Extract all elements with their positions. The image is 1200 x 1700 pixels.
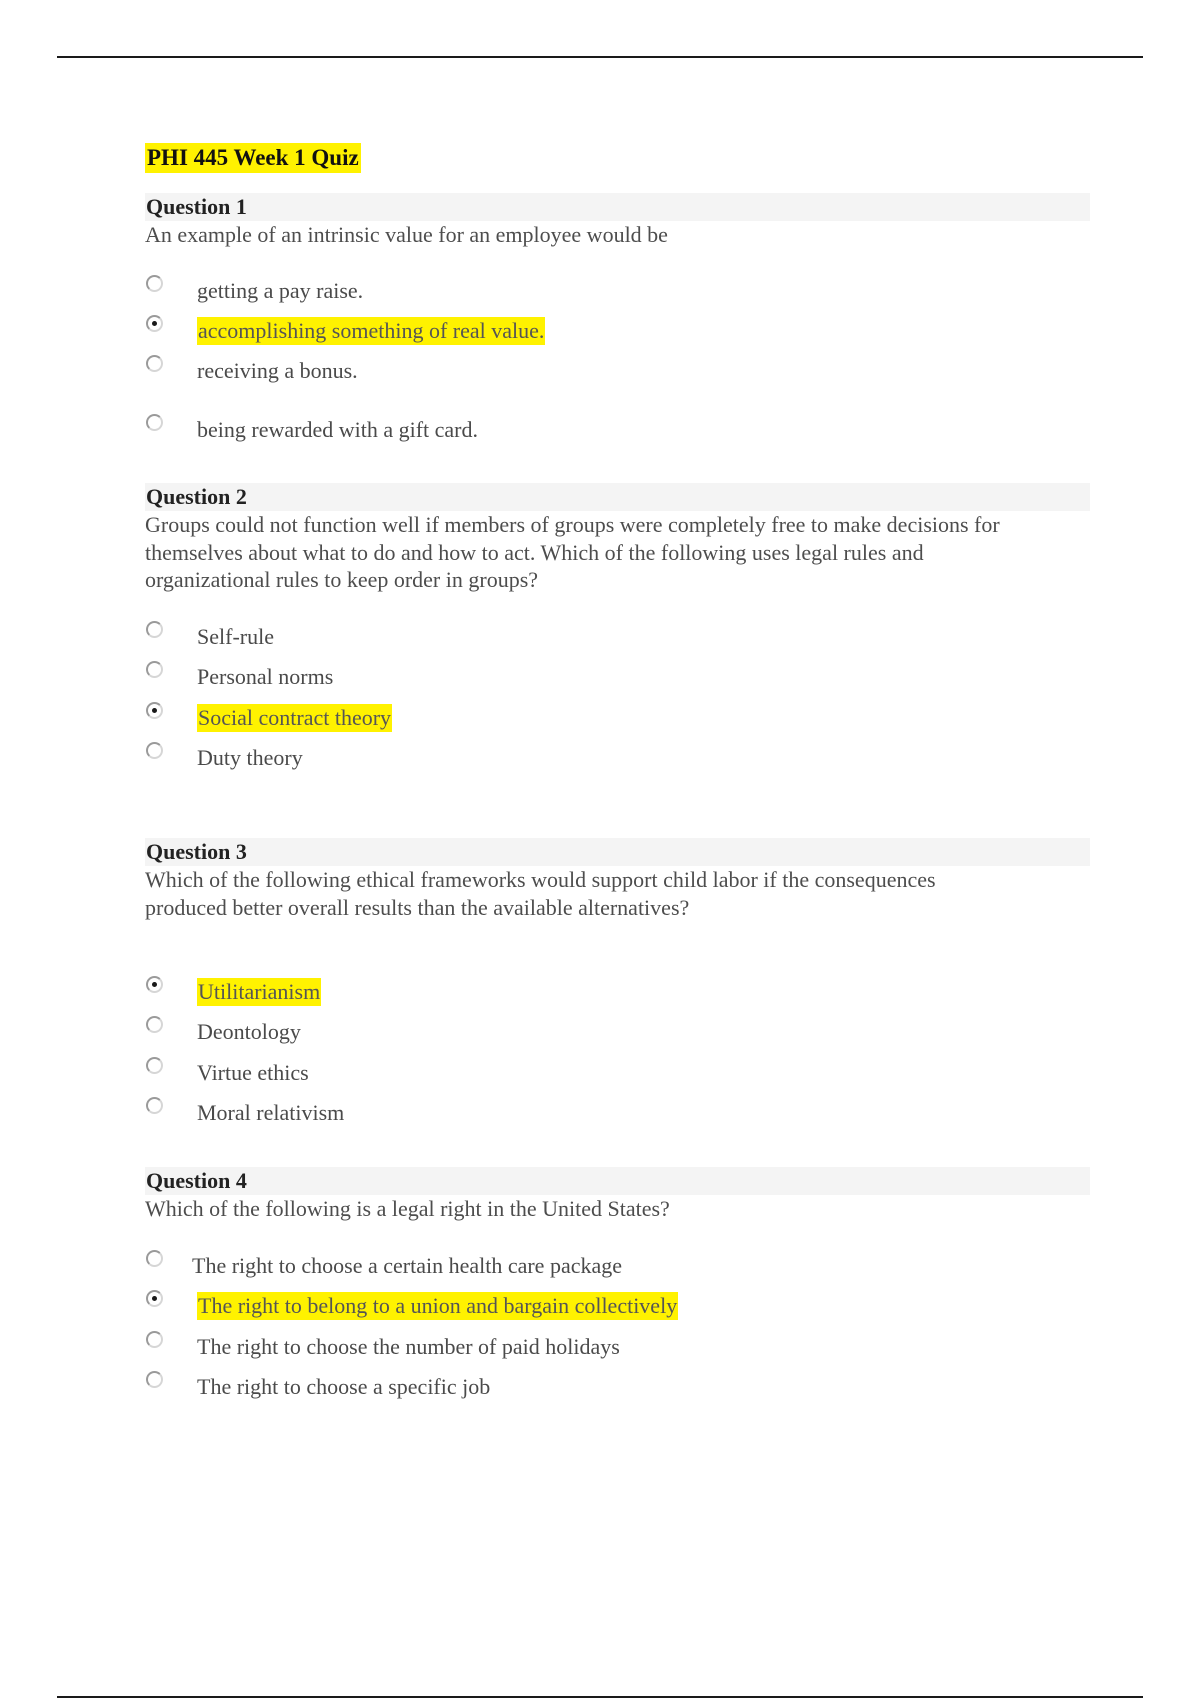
question-2-text-line: themselves about what to do and how to act. Which of the following uses legal rules and (145, 539, 924, 565)
radio-unselected-icon[interactable] (146, 355, 163, 372)
question-3-option-1[interactable] (145, 978, 1090, 1012)
question-3 (145, 838, 1090, 1125)
radio-unselected-icon[interactable] (146, 1371, 163, 1388)
radio-selected-icon[interactable] (146, 315, 163, 332)
question-4 (145, 1167, 1090, 1399)
option-label: getting a pay raise. (197, 278, 364, 303)
option-label: Personal norms (197, 664, 334, 689)
option-label: being rewarded with a gift card. (197, 417, 478, 442)
question-1 (145, 193, 1090, 442)
question-2-text-line: organizational rules to keep order in groups? (145, 567, 539, 592)
question-1-option-4[interactable] (145, 416, 1090, 450)
quiz-title (145, 143, 1090, 173)
question-1-text: An example of an intrinsic value for an employee would be (145, 222, 668, 247)
question-4-text: Which of the following is a legal right in the United States? (145, 1196, 670, 1221)
radio-unselected-icon[interactable] (146, 1057, 163, 1074)
option-label-selected: Social contract theory (198, 705, 392, 730)
option-label: receiving a bonus. (197, 358, 358, 383)
option-label: Self-rule (197, 624, 274, 649)
question-2-option-1[interactable] (145, 623, 1090, 657)
question-4-option-1[interactable] (145, 1252, 1090, 1286)
question-4-header: Question 4 (145, 1167, 1090, 1195)
question-2-option-4[interactable] (145, 744, 1090, 778)
question-2 (145, 483, 1090, 770)
question-2-text (145, 511, 1090, 594)
bottom-rule (57, 1696, 1143, 1698)
radio-unselected-icon[interactable] (146, 1250, 163, 1267)
radio-selected-icon[interactable] (146, 1290, 163, 1307)
option-label: Duty theory (197, 745, 303, 770)
radio-selected-icon[interactable] (146, 976, 163, 993)
question-1-option-1[interactable] (145, 277, 1090, 311)
top-rule (57, 56, 1143, 58)
question-1-option-3[interactable] (145, 357, 1090, 391)
radio-unselected-icon[interactable] (146, 661, 163, 678)
option-label-selected: Utilitarianism (198, 979, 321, 1004)
option-label: Virtue ethics (197, 1060, 309, 1085)
radio-unselected-icon[interactable] (146, 1097, 163, 1114)
option-label: Deontology (197, 1019, 301, 1044)
quiz-document (145, 143, 1090, 1399)
question-4-option-3[interactable] (145, 1333, 1090, 1367)
option-label: Moral relativism (197, 1100, 345, 1125)
question-2-text-line: Groups could not function well if members of groups were completely free to make decisions for (145, 512, 1000, 537)
question-3-text-line: produced better overall results than the available alternatives? (145, 894, 690, 920)
question-3-text (145, 866, 1090, 921)
question-3-text-line: Which of the following ethical frameworks would support child labor if the consequences (145, 867, 936, 892)
question-3-option-3[interactable] (145, 1059, 1090, 1093)
option-label: The right to choose the number of paid holidays (197, 1334, 620, 1359)
radio-unselected-icon[interactable] (146, 275, 163, 292)
question-1-option-2[interactable] (145, 317, 1090, 351)
question-1-header: Question 1 (145, 193, 1090, 221)
radio-unselected-icon[interactable] (146, 1016, 163, 1033)
radio-unselected-icon[interactable] (146, 742, 163, 759)
radio-unselected-icon[interactable] (146, 1331, 163, 1348)
question-4-option-4[interactable] (145, 1373, 1090, 1407)
radio-unselected-icon[interactable] (146, 621, 163, 638)
question-3-option-4[interactable] (145, 1099, 1090, 1133)
option-label: The right to choose a certain health care package (192, 1253, 622, 1278)
option-label-selected: The right to belong to a union and bargain collectively (198, 1293, 678, 1318)
question-4-option-2[interactable] (145, 1292, 1090, 1326)
question-2-option-2[interactable] (145, 663, 1090, 697)
question-3-option-2[interactable] (145, 1018, 1090, 1052)
question-2-header: Question 2 (145, 483, 1090, 511)
quiz-title-text: PHI 445 Week 1 Quiz (145, 143, 361, 173)
question-2-option-3[interactable] (145, 704, 1090, 738)
radio-unselected-icon[interactable] (146, 414, 163, 431)
option-label-selected: accomplishing something of real value. (198, 318, 545, 343)
radio-selected-icon[interactable] (146, 702, 163, 719)
option-label: The right to choose a specific job (197, 1374, 491, 1399)
question-3-header: Question 3 (145, 838, 1090, 866)
